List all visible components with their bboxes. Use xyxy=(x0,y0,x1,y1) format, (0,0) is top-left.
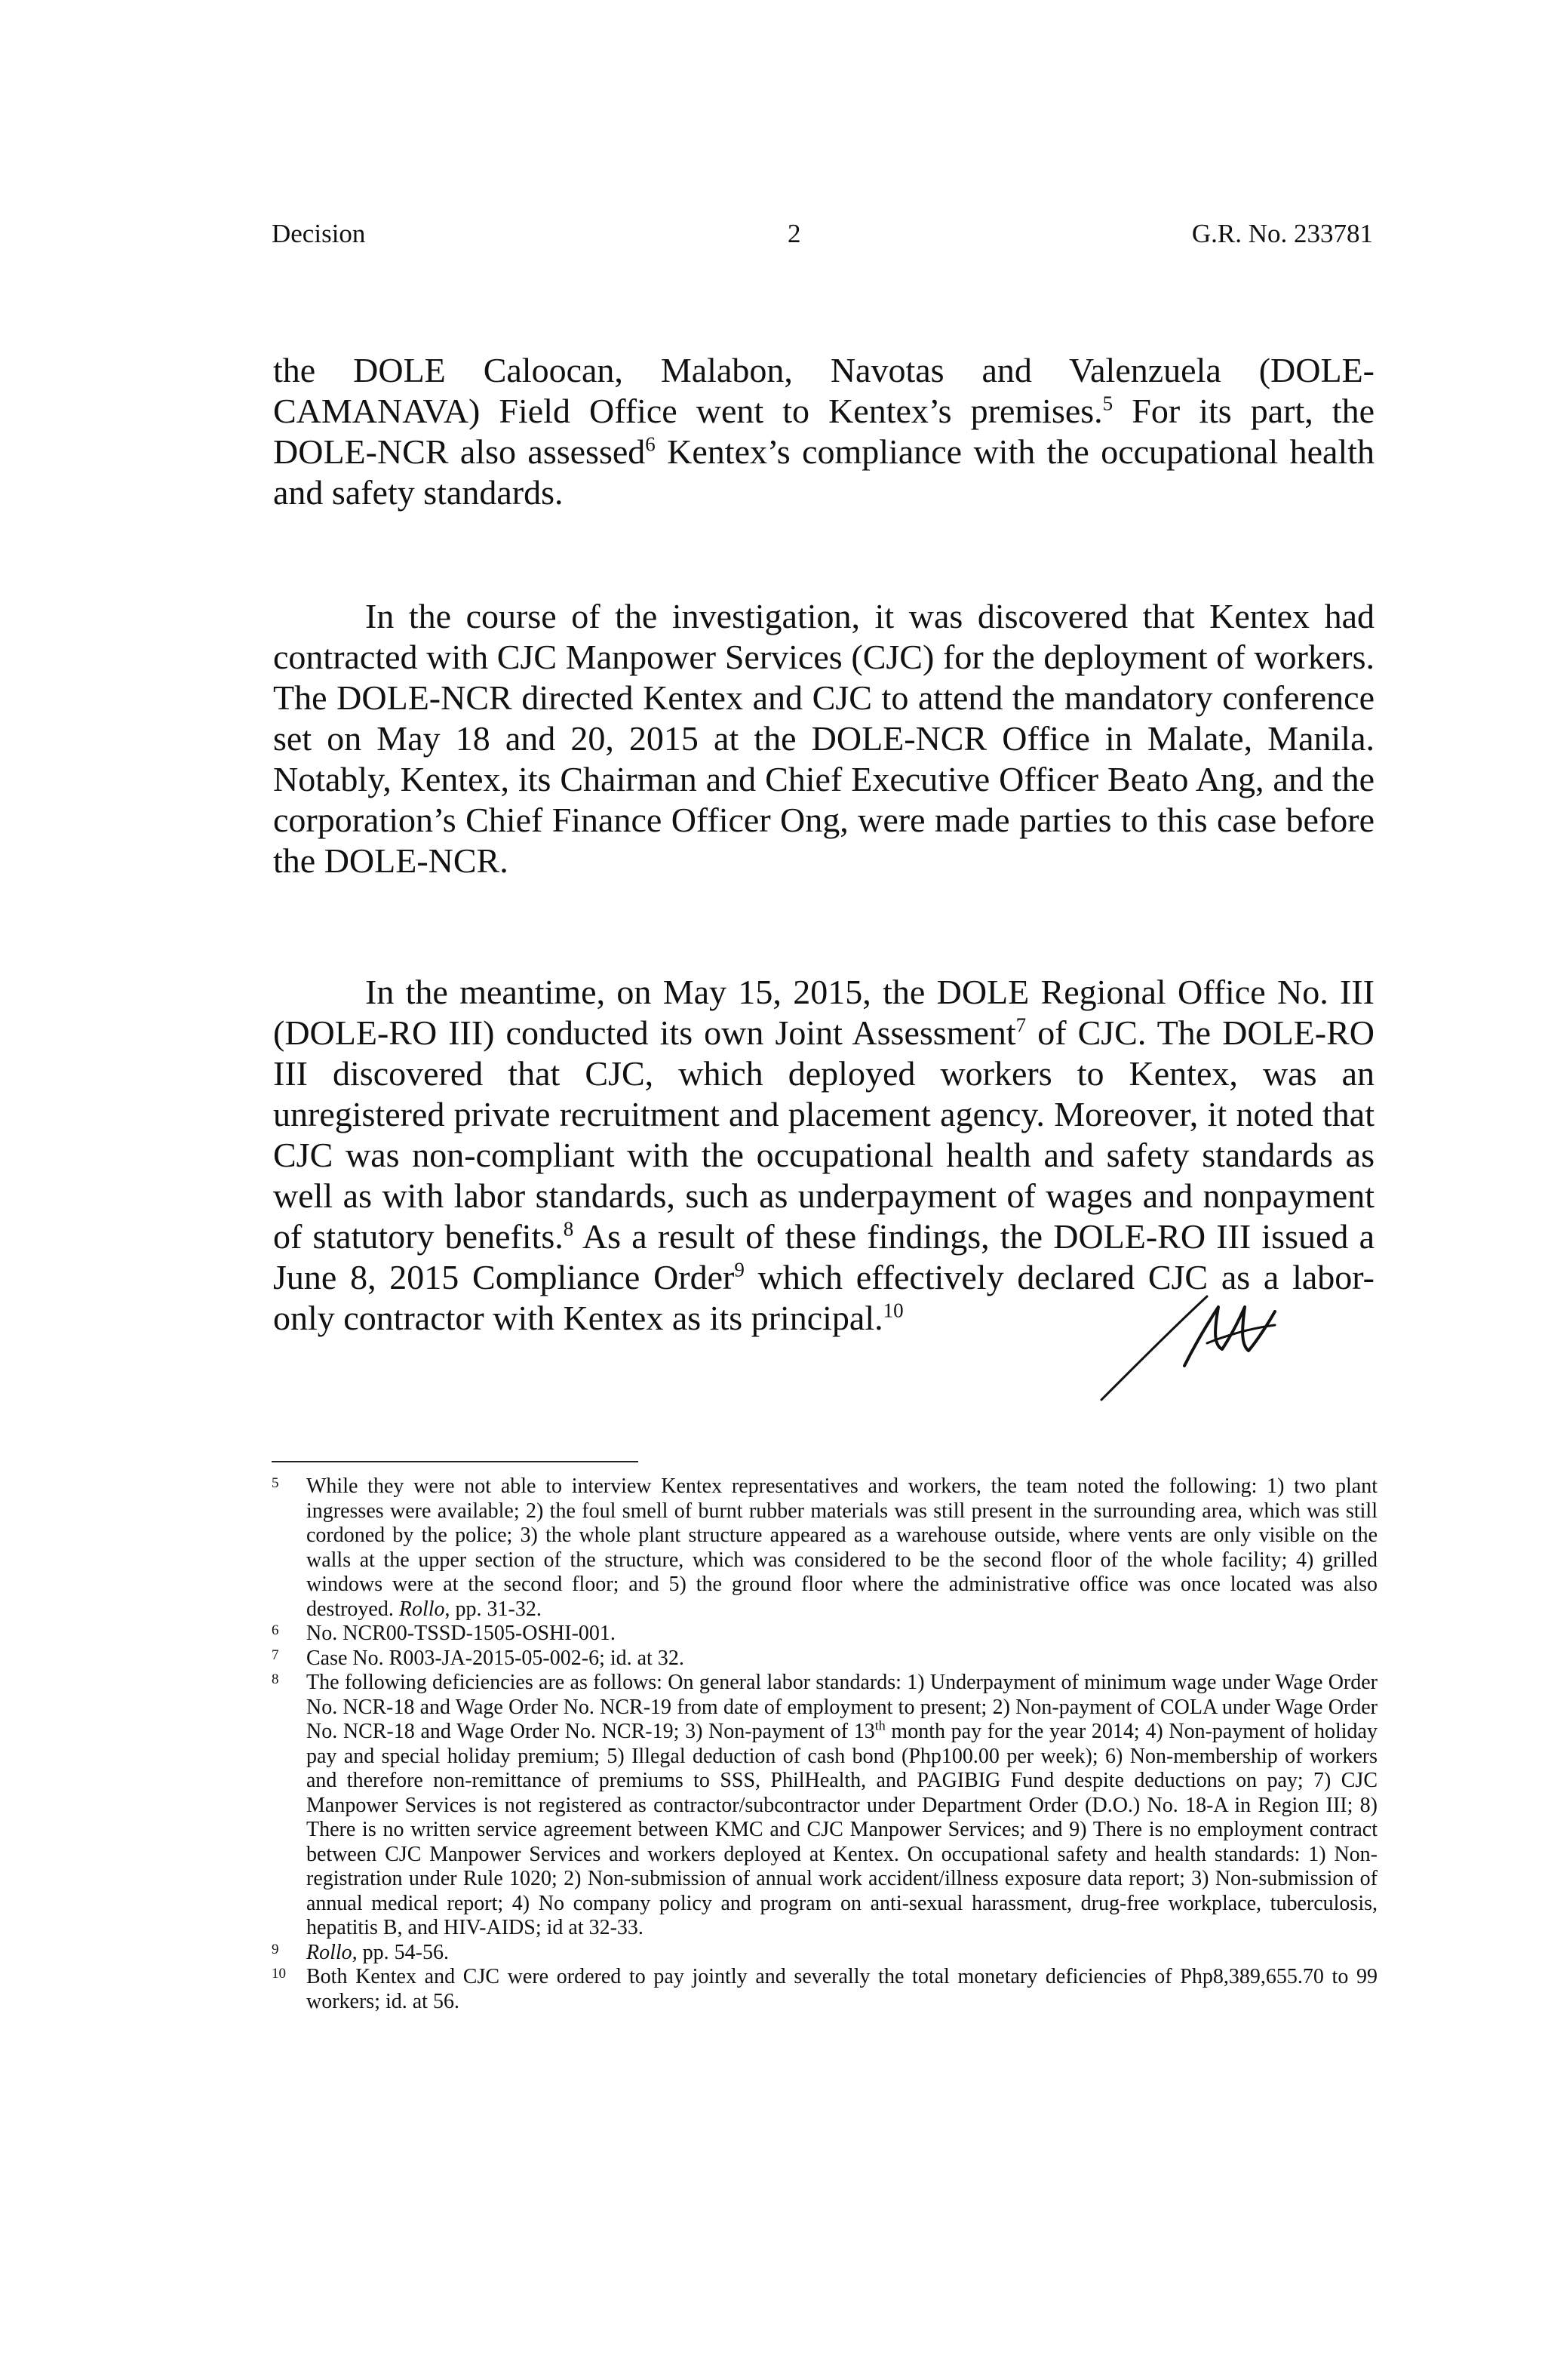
p3-text-a: In the meantime, on May 15, 2015, the DOLE Regional Office No. III (DOLE-RO III) conducted its own Joint Assessment xyxy=(273,973,1375,1052)
footnote-5 xyxy=(272,1474,1378,1622)
footnote-5-body: While they were not able to interview Kentex representatives and workers, the team noted the following: 1) two plant ingresses were available; 2) the foul smell of burnt rubber materials was still present in the surrounding area, which was still cordoned by the police; 3) the whole plant structure appeared as a warehouse outside, where vents are only visible on the walls at the upper section of the structure, which was considered to be the second floor of the whole facility; 4) grilled windows were at the second floor; and 5) the ground floor where the administrative office was once located was also destroyed. xyxy=(306,1474,1378,1621)
footnote-ref-7[interactable]: 7 xyxy=(1015,1013,1027,1037)
footnote-5-citation: Rollo xyxy=(398,1597,445,1621)
paragraph-2 xyxy=(273,596,1375,881)
ordinal-suffix: th xyxy=(874,1717,886,1733)
paragraph-3 xyxy=(273,972,1375,1339)
page-header xyxy=(272,219,1373,257)
footnote-number: 9 xyxy=(272,1941,279,1957)
paragraph-3-text xyxy=(273,972,1375,1339)
p1-text-a: the DOLE Caloocan, Malabon, Navotas and Valenzuela (DOLE-CAMANAVA) Field Office went to Kentex’s premises. xyxy=(273,351,1375,430)
paragraph-1-text xyxy=(273,350,1375,513)
p3-text-d: which effectively declared CJC as a labor-only contractor with Kentex as its principal. xyxy=(273,1258,1375,1337)
footnote-text: Case No. R003-JA-2015-05-002-6; id. at 32. xyxy=(306,1646,684,1670)
footnote-9-pages: pp. 54-56. xyxy=(357,1940,449,1964)
footnote-text xyxy=(306,1474,1378,1622)
footnote-number: 8 xyxy=(272,1671,279,1687)
p1-text-c: Kentex’s compliance with the occupational health and safety standards. xyxy=(273,432,1375,512)
footnote-8-body-a: The following deficiencies are as follows: On general labor standards: 1) Underpayment of minimum wage under Wage Order No. NCR-18 and Wage Order No. NCR-19 from date of employment to present; 2) Non-payment of COLA under Wage Order No. NCR-18 and Wage Order No. NCR-19; 3) Non-payment of 13 xyxy=(306,1671,1378,1743)
p3-text-b: of CJC. The DOLE-RO III discovered that CJC, which deployed workers to Kentex, was an unregistered private recruitment and placement agency. Moreover, it noted that CJC was non-compliant with the occupational health and safety standards as well as with labor standards, such as underpayment of wages and nonpayment of statutory benefits. xyxy=(273,1013,1375,1256)
footnote-number: 7 xyxy=(272,1647,279,1663)
initials-signature xyxy=(1094,1290,1290,1404)
footnote-text: No. NCR00-TSSD-1505-OSHI-001. xyxy=(306,1622,616,1645)
footnote-8 xyxy=(272,1671,1378,1941)
paragraph-1 xyxy=(273,350,1375,513)
footnote-ref-9[interactable]: 9 xyxy=(734,1258,745,1281)
footnote-7 xyxy=(272,1647,1378,1671)
footnote-6 xyxy=(272,1622,1378,1647)
footnote-9-citation: Rollo, xyxy=(306,1940,358,1964)
footnote-10 xyxy=(272,1965,1378,2014)
case-number: G.R. No. 233781 xyxy=(1191,219,1373,248)
footnote-text: Both Kentex and CJC were ordered to pay jointly and severally the total monetary deficiencies of Php8,389,655.70 to 99 workers; id. at 56. xyxy=(306,1965,1378,2013)
footnote-ref-10[interactable]: 10 xyxy=(883,1299,904,1322)
footnote-ref-8[interactable]: 8 xyxy=(563,1217,574,1241)
footnote-number: 6 xyxy=(272,1622,279,1638)
p3-text-c: As a result of these findings, the DOLE-RO III issued a June 8, 2015 Compliance Order xyxy=(273,1217,1375,1296)
footnote-text xyxy=(306,1671,1378,1941)
document-type-label: Decision xyxy=(272,219,366,248)
p1-text-b: For its part, the DOLE-NCR also assessed xyxy=(273,392,1375,471)
footnote-8-body-b: month pay for the year 2014; 4) Non-payment of holiday pay and special holiday premium; 5) Illegal deduction of cash bond (Php100.00 per week); 6) Non-membership of workers and therefore non-remittance of premiums to SSS, PhilHealth, and PAGIBIG Fund despite deductions on pay; 7) CJC Manpower Services is not registered as contractor/subcontractor under Department Order (D.O.) No. 18-A in Region III; 8) There is no written service agreement between KMC and CJC Manpower Services; and 9) There is no employment contract between CJC Manpower Services and workers deployed at Kentex. On occupational safety and health standards: 1) Non-registration under Rule 1020; 2) Non-submission of annual work accident/illness exposure data report; 3) Non-submission of annual medical report; 4) No company policy and program on anti-sexual harassment, drug-free workplace, tuberculosis, hepatitis B, and HIV-AIDS; id at 32-33. xyxy=(306,1720,1378,1939)
paragraph-2-text: In the course of the investigation, it was discovered that Kentex had contracted with CJC Manpower Services (CJC) for the deployment of workers. The DOLE-NCR directed Kentex and CJC to attend the mandatory conference set on May 18 and 20, 2015 at the DOLE-NCR Office in Malate, Manila. Notably, Kentex, its Chairman and Chief Executive Officer Beato Ang, and the corporation’s Chief Finance Officer Ong, were made parties to this case before the DOLE-NCR. xyxy=(273,597,1375,880)
page-number: 2 xyxy=(788,219,801,248)
footnotes-section xyxy=(272,1474,1378,2014)
footnote-ref-6[interactable]: 6 xyxy=(645,432,656,456)
footnote-5-pages: , pp. 31-32. xyxy=(444,1597,542,1621)
footnote-text xyxy=(306,1941,1378,1966)
footnote-9 xyxy=(272,1941,1378,1966)
footnote-number: 10 xyxy=(272,1966,286,1982)
footnote-number: 5 xyxy=(272,1475,279,1491)
footnote-ref-5[interactable]: 5 xyxy=(1102,392,1113,415)
footnote-divider xyxy=(272,1461,638,1462)
